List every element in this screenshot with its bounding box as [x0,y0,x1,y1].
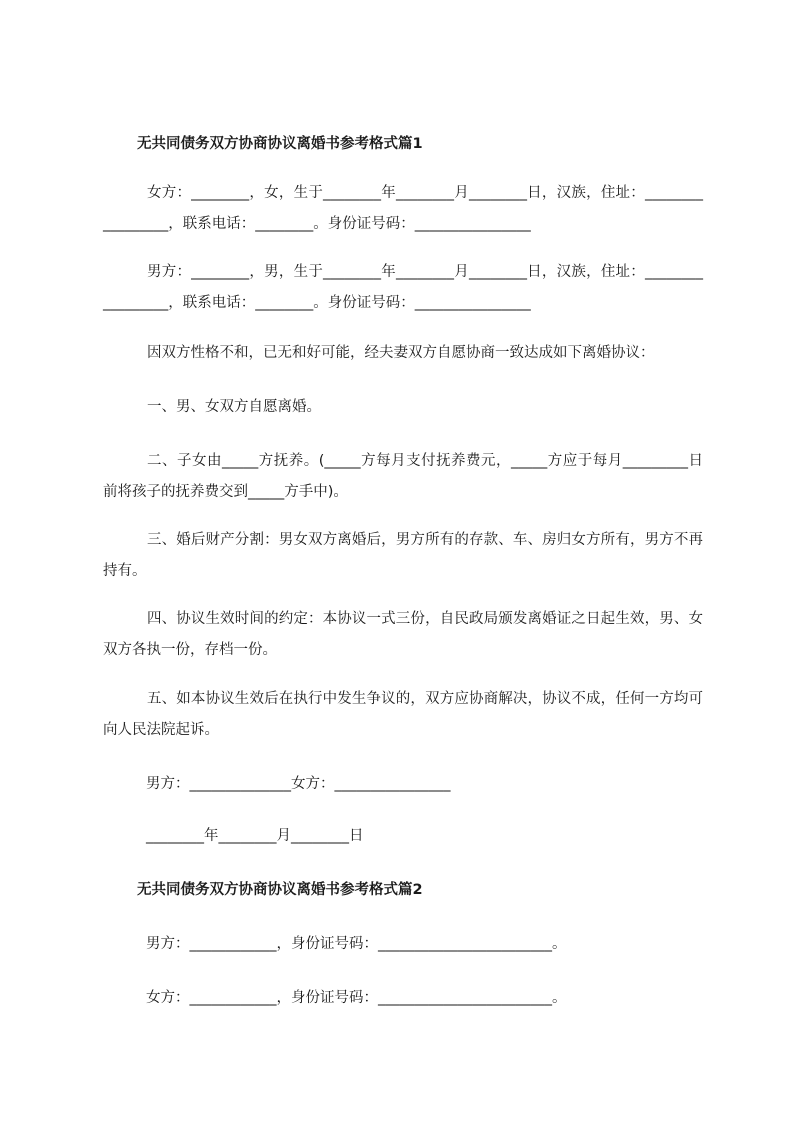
intro-paragraph: 因双方性格不和，已无和好可能，经夫妻双方自愿协商一致达成如下离婚协议： [147,345,655,361]
clause-5-paragraph: 五、如本协议生效后在执行中发生争议的，双方应协商解决，协议不成，任何一方均可向人民法院起诉。 [103,691,703,738]
section1-heading: 无共同债务双方协商协议离婚书参考格式篇1 [137,136,423,152]
clause-2-paragraph: 二、子女由_____方抚养。(_____方每月支付抚养费元，_____方应于每月_________日前将孩子的抚养费交到_____方手中)。 [103,453,703,500]
female-id-line: 女方：____________，身份证号码：________________________。 [146,990,567,1006]
clause-4-paragraph: 四、协议生效时间的约定：本协议一式三份，自民政局颁发离婚证之日起生效，男、女双方各执一份，存档一份。 [103,611,703,658]
female-info-paragraph: 女方：________，女，生于________年________月________日，汉族，住址：_________________，联系电话：________。身份证号码：________________ [103,185,703,232]
section2-heading: 无共同债务双方协商协议离婚书参考格式篇2 [137,882,423,898]
clause-3-paragraph: 三、婚后财产分割：男女双方离婚后，男方所有的存款、车、房归女方所有，男方不再持有。 [103,532,703,579]
clause-1-paragraph: 一、男、女双方自愿离婚。 [147,399,321,415]
male-info-paragraph: 男方：________，男，生于________年________月________日，汉族，住址：_________________，联系电话：________。身份证号码：________________ [103,264,703,311]
date-line: ________年________月________日 [146,828,364,844]
male-id-line: 男方：____________，身份证号码：________________________。 [146,936,567,952]
signature-line: 男方：______________女方：________________ [146,776,451,792]
